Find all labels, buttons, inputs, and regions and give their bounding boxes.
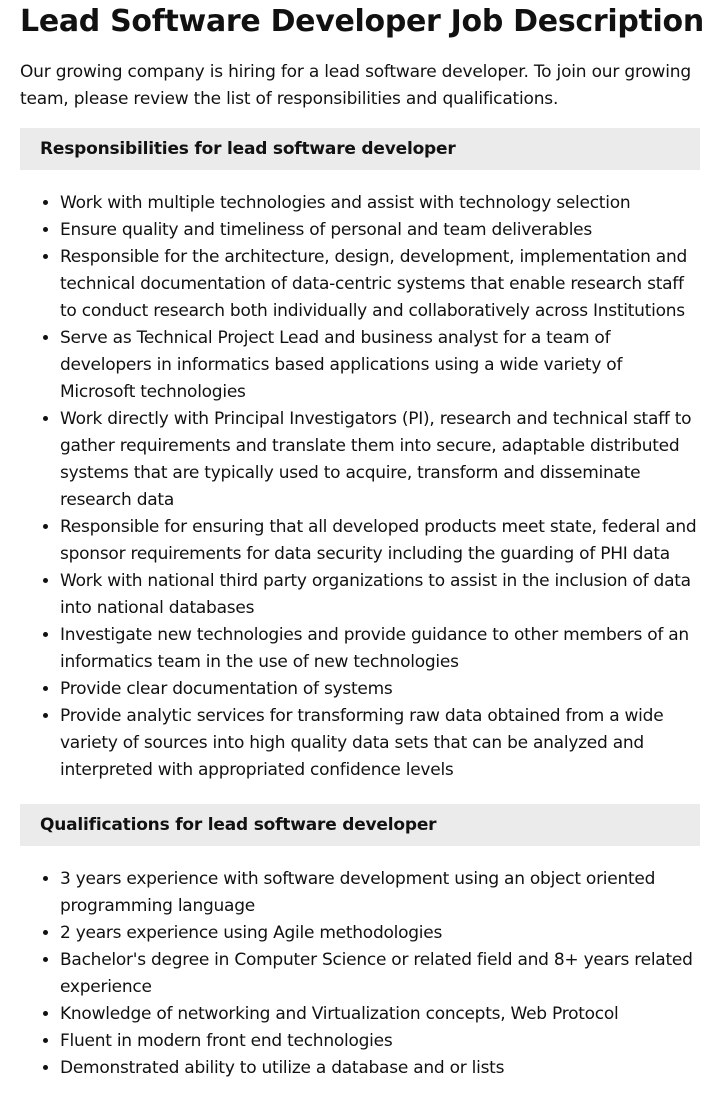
- list-item: • Ensure quality and timeliness of personal and team deliverables: [60, 217, 700, 244]
- list-item: • Work with national third party organizations to assist in the inclusion of data into national databases: [60, 568, 700, 622]
- list-item: • Work with multiple technologies and assist with technology selection: [60, 190, 700, 217]
- list-item: • Bachelor's degree in Computer Science or related field and 8+ years related experience: [60, 947, 700, 1001]
- page-title: Lead Software Developer Job Description: [20, 4, 704, 39]
- list-item: • 3 years experience with software development using an object oriented programming language: [60, 866, 700, 920]
- list-item: • 2 years experience using Agile methodologies: [60, 920, 700, 947]
- intro-paragraph: Our growing company is hiring for a lead software developer. To join our growing team, please review the list of responsibilities and qualifications.: [20, 62, 691, 109]
- qualifications-list: [20, 866, 700, 1082]
- list-item: • Fluent in modern front end technologies: [60, 1028, 700, 1055]
- list-item: • Work directly with Principal Investigators (PI), research and technical staff to gather requirements and translate them into secure, adaptable distributed systems that are typically used to acquire, transform and disseminate research data: [60, 406, 700, 514]
- list-item: • Provide analytic services for transforming raw data obtained from a wide variety of sources into high quality data sets that can be analyzed and interpreted with appropriated confidence levels: [60, 703, 700, 784]
- list-item: • Serve as Technical Project Lead and business analyst for a team of developers in informatics based applications using a wide variety of Microsoft technologies: [60, 325, 700, 406]
- list-item: • Knowledge of networking and Virtualization concepts, Web Protocol: [60, 1001, 700, 1028]
- list-item: • Provide clear documentation of systems: [60, 676, 700, 703]
- responsibilities-list: [20, 190, 700, 784]
- list-item: • Responsible for the architecture, design, development, implementation and technical documentation of data-centric systems that enable research staff to conduct research both individually and collaboratively across Institutions: [60, 244, 700, 325]
- list-item: • Demonstrated ability to utilize a database and or lists: [60, 1055, 700, 1082]
- responsibilities-header: Responsibilities for lead software developer: [20, 128, 700, 170]
- qualifications-header: Qualifications for lead software developer: [20, 804, 700, 846]
- list-item: • Responsible for ensuring that all developed products meet state, federal and sponsor requirements for data security including the guarding of PHI data: [60, 514, 700, 568]
- list-item: • Investigate new technologies and provide guidance to other members of an informatics team in the use of new technologies: [60, 622, 700, 676]
